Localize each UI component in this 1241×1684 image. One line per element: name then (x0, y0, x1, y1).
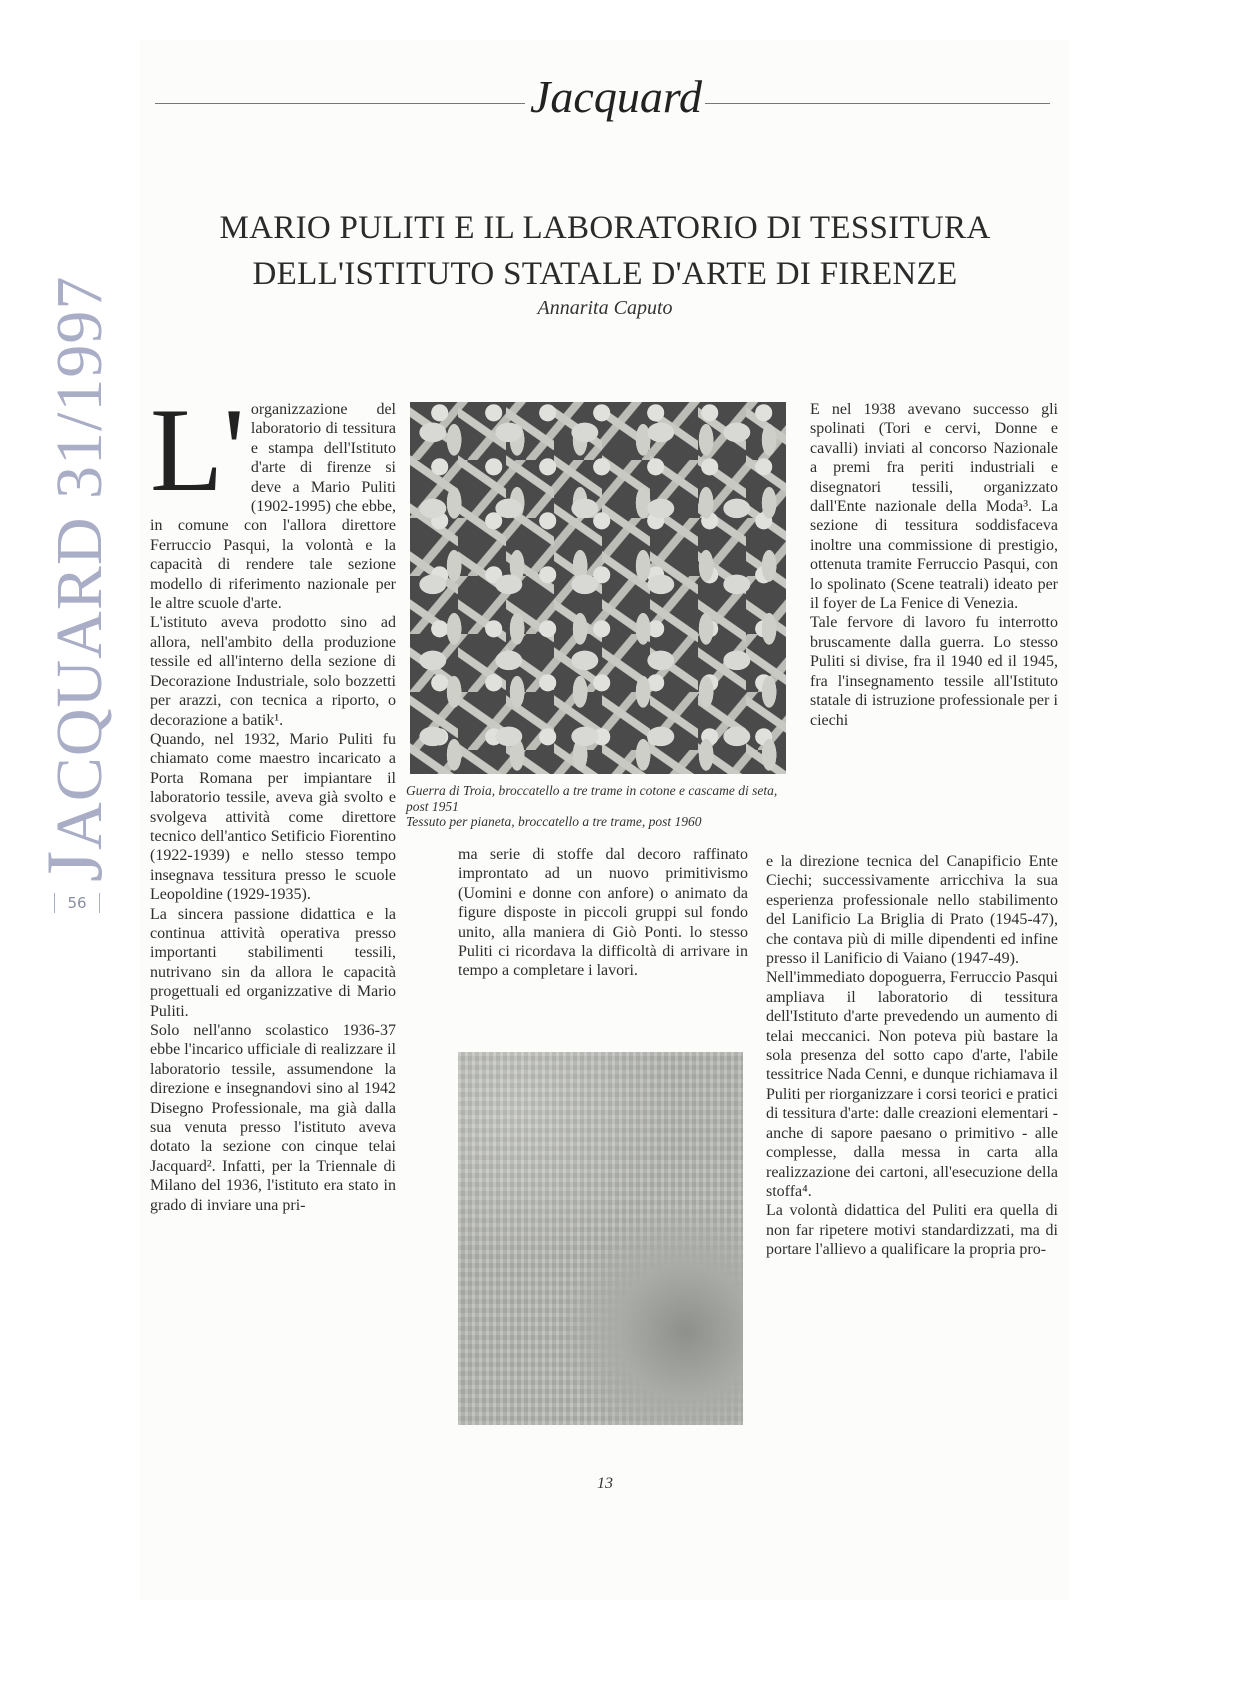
column-3-bottom (766, 852, 1058, 1260)
figure-tessuto-per-pianeta (458, 1052, 743, 1425)
article-title (150, 205, 1060, 297)
masthead-rule-left (155, 103, 525, 104)
paragraph: L'istituto aveva prodotto sino ad allora, nell'ambito della produzione tessile ed all'interno della sezione di Decorazione Industriale, solo bozzetti per arazzi, con tecnica a riporto, o decorazione a batik¹. (150, 614, 396, 729)
paragraph (150, 383, 396, 613)
paragraph: Nell'immediato dopoguerra, Ferruccio Pasqui ampliava il laboratorio di tessitura dell'Istituto d'arte prevedendo un aumento di telai meccanici. Non poteva più bastare la sola presenza del sotto capo d'arte, l'abile tessitrice Nada Cenni, e dunque richiamava il Puliti per riorganizzare i corsi teorici e pratici di tessitura d'arte: dalle creazioni elementari - anche di sapore paesano o primitivo - alle complesse, dalla messa in carta alla realizzazione dei cartoni, all'esecuzione della stoffa⁴. (766, 969, 1058, 1200)
figure-guerra-di-troia-fabric (410, 402, 786, 774)
paragraph: ma serie di stoffe dal decoro raffinato improntato ad un nuovo primitivismo (Uomini e donne con anfore) o animato da figure disposte in piccoli gruppi sul fondo unito, alla maniera di Giò Ponti. lo stesso Puliti ci ricordava la difficoltà di arrivare in tempo a completare i lavori. (458, 846, 748, 980)
title-line-2: DELL'ISTITUTO STATALE D'ARTE DI FIRENZE (252, 256, 958, 292)
paragraph-text: organizzazione del laboratorio di tessitura e stampa dell'Istituto d'arte di firenze si deve a Mario Puliti (1902-1995) che ebbe, in comune con l'allora direttore Ferruccio Pasqui, la volontà e la capacità di rendere tale sezione modello di riferimento nazionale per le altre scuole d'arte. (150, 401, 396, 613)
drop-cap: L' (150, 383, 245, 516)
caption-line-1: Guerra di Troia, broccatello a tre trame in cotone e cascame di seta, post 1951 (406, 783, 778, 814)
paragraph: E nel 1938 avevano successo gli spolinati (Tori e cervi, Donne e cavalli) inviati al concorso Nazionale a premi fra periti industriali e disegnatori tessili, organizzato dall'Ente nazionale della Moda³. La sezione di tessitura soddisfaceva inoltre una commissione di prestigio, ottenuta tramite Ferruccio Pasqui, con lo spolinato (Scene teatrali) ideato per il foyer de La Fenice di Venezia. (810, 401, 1058, 613)
paragraph: e la direzione tecnica del Canapificio Ente Ciechi; successivamente arricchiva la sua esperienza professionale nello stabilimento del Lanificio La Briglia di Prato (1945-47), che contava più di mille dipendenti ed infine presso il Lanificio di Vaiano (1947-49). (766, 853, 1058, 968)
journal-side-title: JACQUARD 31/1997 (31, 275, 119, 882)
paragraph: La sincera passione didattica e la continua attività operativa presso importanti stabilimenti tessili, nutrivano sin da allora le capacità progettuali ed organizzative di Mario Puliti. (150, 905, 396, 1020)
paragraph: La volontà didattica del Puliti era quella di non far ripetere motivi standardizzati, ma di portare l'allievo a qualificare la propria pro- (766, 1202, 1058, 1259)
column-3-top (810, 400, 1058, 730)
figure-caption (406, 783, 790, 830)
jacquard-logo: Jacquard (530, 71, 703, 122)
column-2 (458, 845, 748, 981)
masthead (150, 70, 1050, 130)
caption-line-2: Tessuto per pianeta, broccatello a tre trame, post 1960 (406, 814, 702, 829)
paragraph: Tale fervore di lavoro fu interrotto bruscamente dalla guerra. Lo stesso Puliti si divise, fra il 1940 ed il 1945, fra l'insegnamento tessile all'Istituto statale di istruzione professionale per i ciechi (810, 614, 1058, 729)
printed-page-number: 13 (597, 1475, 613, 1492)
paragraph: Quando, nel 1932, Mario Puliti fu chiamato come maestro incaricato a Porta Romana per impiantare il laboratorio tessile, aveva già svolto e svolgeva attività come direttore tecnico dell'antico Setificio Fiorentino (1922-1939) e nello stesso tempo insegnava tessitura presso le scuole Leopoldine (1929-1935). (150, 730, 396, 904)
pdf-page-number: 56 (54, 893, 100, 913)
column-1 (150, 383, 396, 1215)
title-line-1: MARIO PULITI E IL LABORATORIO DI TESSITURA (219, 210, 991, 246)
author-byline: Annarita Caputo (537, 297, 673, 319)
paragraph: Solo nell'anno scolastico 1936-37 ebbe l'incarico ufficiale di realizzare il laboratorio tessile, assumendone la direzione e insegnandovi sino al 1942 Disegno Professionale, ma già dalla sua venuta presso l'istituto aveva dotato la sezione con cinque telai Jacquard². Infatti, per la Triennale di Milano del 1936, l'istituto era stato in grado di inviare una pri- (150, 1022, 396, 1214)
masthead-rule-right (705, 103, 1050, 104)
